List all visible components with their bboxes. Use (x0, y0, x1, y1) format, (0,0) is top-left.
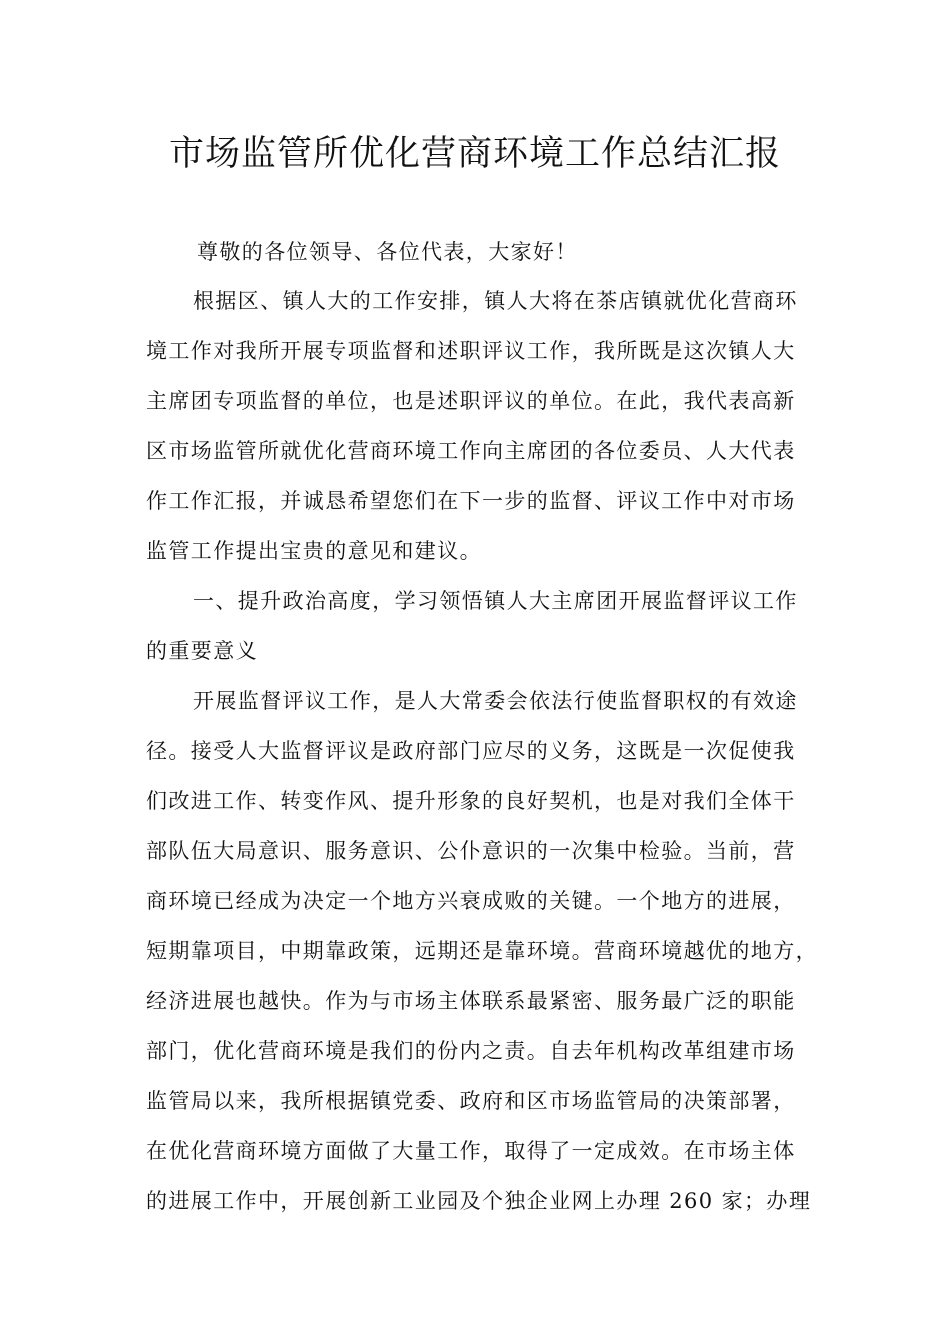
paragraph-line: 的进展工作中，开展创新工业园及个独企业网上办理 260 家；办理 (146, 1189, 812, 1213)
paragraph-line: 区市场监管所就优化营商环境工作向主席团的各位委员、人大代表 (146, 439, 796, 463)
document-title: 市场监管所优化营商环境工作总结汇报 (168, 134, 781, 174)
section-heading-line: 一、提升政治高度，学习领悟镇人大主席团开展监督评议工作 (193, 589, 798, 613)
greeting-line: 尊敬的各位领导、各位代表，大家好！ (197, 240, 578, 264)
paragraph-line: 径。接受人大监督评议是政府部门应尽的义务，这既是一次促使我 (146, 739, 796, 763)
paragraph-line: 作工作汇报，并诚恳希望您们在下一步的监督、评议工作中对市场 (146, 489, 796, 513)
section-heading-line: 的重要意义 (146, 639, 258, 663)
paragraph-line: 在优化营商环境方面做了大量工作，取得了一定成效。在市场主体 (146, 1139, 796, 1163)
paragraph-line: 部队伍大局意识、服务意识、公仆意识的一次集中检验。当前，营 (146, 839, 796, 863)
paragraph-line: 们改进工作、转变作风、提升形象的良好契机，也是对我们全体干 (146, 789, 796, 813)
paragraph-line: 经济进展也越快。作为与市场主体联系最紧密、服务最广泛的职能 (146, 989, 796, 1013)
paragraph-line: 部门，优化营商环境是我们的份内之责。自去年机构改革组建市场 (146, 1039, 796, 1063)
paragraph-line: 短期靠项目，中期靠政策，远期还是靠环境。营商环境越优的地方， (146, 939, 818, 963)
paragraph-line: 监管局以来，我所根据镇党委、政府和区市场监管局的决策部署， (146, 1089, 796, 1113)
paragraph-line: 主席团专项监督的单位，也是述职评议的单位。在此，我代表高新 (146, 389, 796, 413)
paragraph-line: 开展监督评议工作，是人大常委会依法行使监督职权的有效途 (193, 689, 798, 713)
paragraph-line: 境工作对我所开展专项监督和述职评议工作，我所既是这次镇人大 (146, 339, 796, 363)
paragraph-line: 商环境已经成为决定一个地方兴衰成败的关键。一个地方的进展， (146, 889, 796, 913)
paragraph-line: 根据区、镇人大的工作安排，镇人大将在茶店镇就优化营商环 (193, 289, 798, 313)
paragraph-line: 监管工作提出宝贵的意见和建议。 (146, 539, 482, 563)
